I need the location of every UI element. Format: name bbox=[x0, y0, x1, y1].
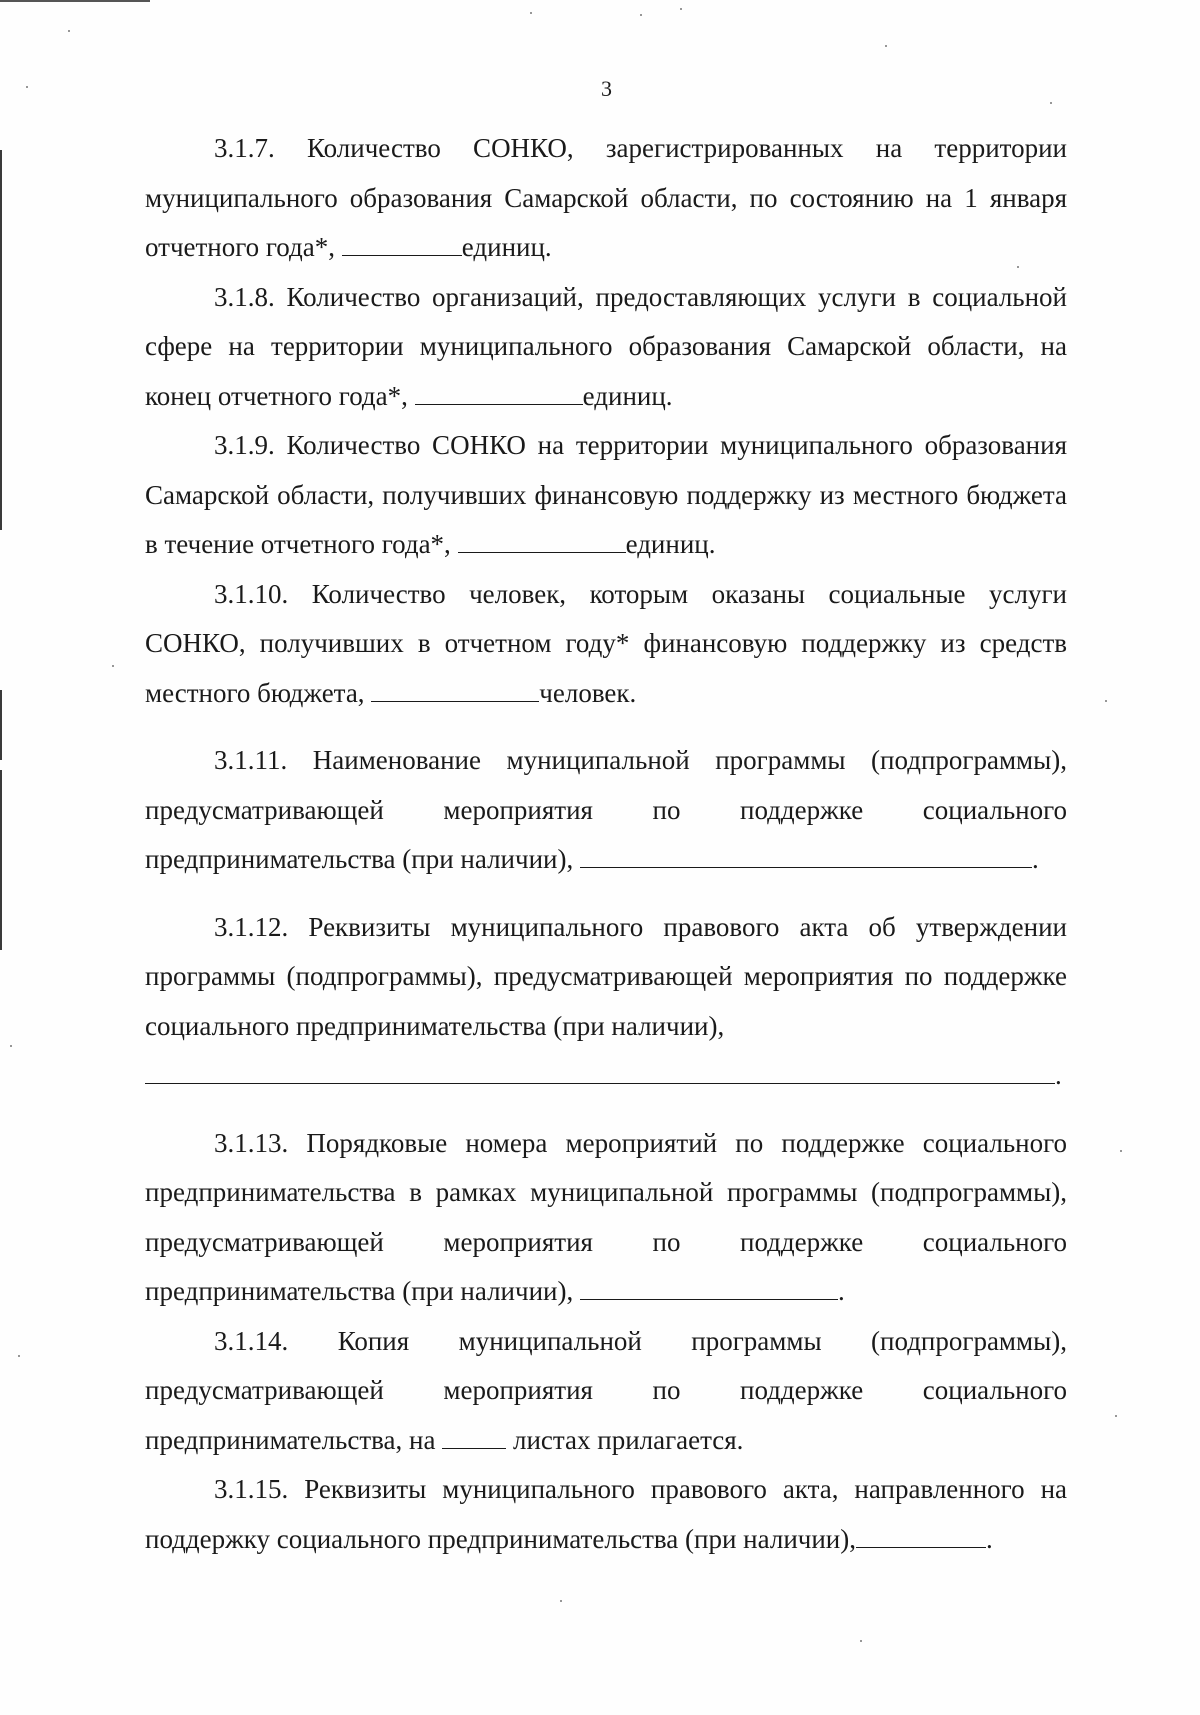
item-text: Порядковые номера мероприятий по поддержке социального предпринимательства в рамках муниципальной программы (подпрограммы), предусматривающей мероприятия по поддержке социального предпринимательства (при наличии), bbox=[145, 1127, 1067, 1306]
item-3-1-12 bbox=[145, 903, 1067, 1052]
item-3-1-15 bbox=[145, 1465, 1067, 1564]
fill-in-blank[interactable] bbox=[458, 532, 626, 553]
scan-speck bbox=[680, 8, 682, 10]
item-number: 3.1.9. bbox=[214, 430, 275, 460]
scan-speck bbox=[1115, 1415, 1117, 1417]
item-3-1-14 bbox=[145, 1317, 1067, 1466]
item-suffix: . bbox=[837, 1276, 845, 1306]
item-3-1-11 bbox=[145, 736, 1067, 885]
scan-speck bbox=[1050, 102, 1052, 104]
item-number: 3.1.13. bbox=[214, 1127, 289, 1158]
item-suffix: единиц. bbox=[625, 529, 716, 559]
scan-speck bbox=[530, 12, 532, 14]
fill-in-blank[interactable] bbox=[145, 1063, 1055, 1084]
scan-speck bbox=[1120, 1150, 1122, 1152]
item-3-1-10 bbox=[145, 570, 1067, 719]
fill-in-blank[interactable] bbox=[342, 235, 462, 256]
item-number: 3.1.8. bbox=[214, 281, 275, 312]
scan-edge-left-middle bbox=[0, 690, 2, 760]
item-suffix: единиц. bbox=[461, 232, 552, 262]
scan-speck bbox=[68, 30, 70, 32]
item-suffix: . bbox=[1031, 844, 1039, 874]
scan-edge-left-lower bbox=[0, 770, 2, 950]
fill-in-blank[interactable] bbox=[415, 384, 583, 405]
scan-edge-left-upper bbox=[0, 150, 2, 530]
item-number: 3.1.10. bbox=[214, 578, 289, 609]
item-number: 3.1.15. bbox=[214, 1474, 289, 1504]
item-text: Количество СОНКО, зарегистрированных на территории муниципального образования Самарской области, по состоянию на 1 января отчетного года*, bbox=[145, 133, 1068, 262]
scan-speck bbox=[112, 665, 114, 667]
scan-speck bbox=[885, 45, 887, 47]
item-3-1-7 bbox=[145, 124, 1067, 273]
item-suffix: . bbox=[986, 1523, 993, 1554]
item-suffix: человек. bbox=[539, 677, 637, 708]
item-3-1-9 bbox=[145, 421, 1067, 570]
fill-in-blank[interactable] bbox=[580, 1279, 838, 1300]
item-text: Реквизиты муниципального правового акта об утверждении программы (подпрограммы), предусматривающей мероприятия по поддержке социального предпринимательства (при наличии), bbox=[145, 911, 1067, 1041]
item-text: Реквизиты муниципального правового акта, направленного на поддержку социального предпринимательства (при наличии), bbox=[145, 1474, 1068, 1554]
item-text: Копия муниципальной программы (подпрограммы), предусматривающей мероприятия по поддержке социального предпринимательства, на bbox=[145, 1325, 1067, 1455]
scan-speck bbox=[640, 14, 642, 16]
scan-speck bbox=[18, 1355, 20, 1357]
scan-speck bbox=[1105, 700, 1107, 702]
item-3-1-8 bbox=[145, 273, 1067, 422]
item-number: 3.1.14. bbox=[214, 1325, 289, 1356]
item-suffix: . bbox=[1055, 1060, 1062, 1090]
item-number: 3.1.7. bbox=[214, 133, 275, 163]
item-text: Количество человек, которым оказаны социальные услуги СОНКО, получивших в отчетном году* финансовую поддержку из средств местного бюджета, bbox=[145, 578, 1068, 708]
scan-speck bbox=[10, 1045, 12, 1047]
item-text: Наименование муниципальной программы (подпрограммы), предусматривающей мероприятия по поддержке социального предпринимательства (при наличии), bbox=[145, 745, 1068, 874]
scan-speck bbox=[560, 1600, 562, 1602]
item-3-1-13 bbox=[145, 1119, 1067, 1317]
fill-in-blank[interactable] bbox=[580, 847, 1032, 868]
item-text: Количество организаций, предоставляющих услуги в социальной сфере на территории муниципального образования Самарской области, на конец отчетного года*, bbox=[145, 281, 1067, 411]
fill-in-blank[interactable] bbox=[856, 1527, 986, 1548]
document-body bbox=[145, 124, 1067, 1564]
item-number: 3.1.12. bbox=[214, 911, 289, 942]
item-number: 3.1.11. bbox=[214, 745, 288, 775]
fill-in-blank[interactable] bbox=[371, 681, 539, 702]
fill-in-blank[interactable] bbox=[442, 1428, 506, 1449]
item-suffix: единиц. bbox=[582, 380, 673, 411]
item-text: Количество СОНКО на территории муниципального образования Самарской области, получивших финансовую поддержку из местного бюджета в течение отчетного года*, bbox=[145, 430, 1067, 559]
scan-edge-top bbox=[0, 0, 150, 2]
item-3-1-12-blank-line bbox=[145, 1051, 1067, 1101]
page-number: 3 bbox=[601, 76, 612, 101]
scan-speck bbox=[860, 1640, 862, 1642]
item-suffix: листах прилагается. bbox=[512, 1424, 744, 1455]
